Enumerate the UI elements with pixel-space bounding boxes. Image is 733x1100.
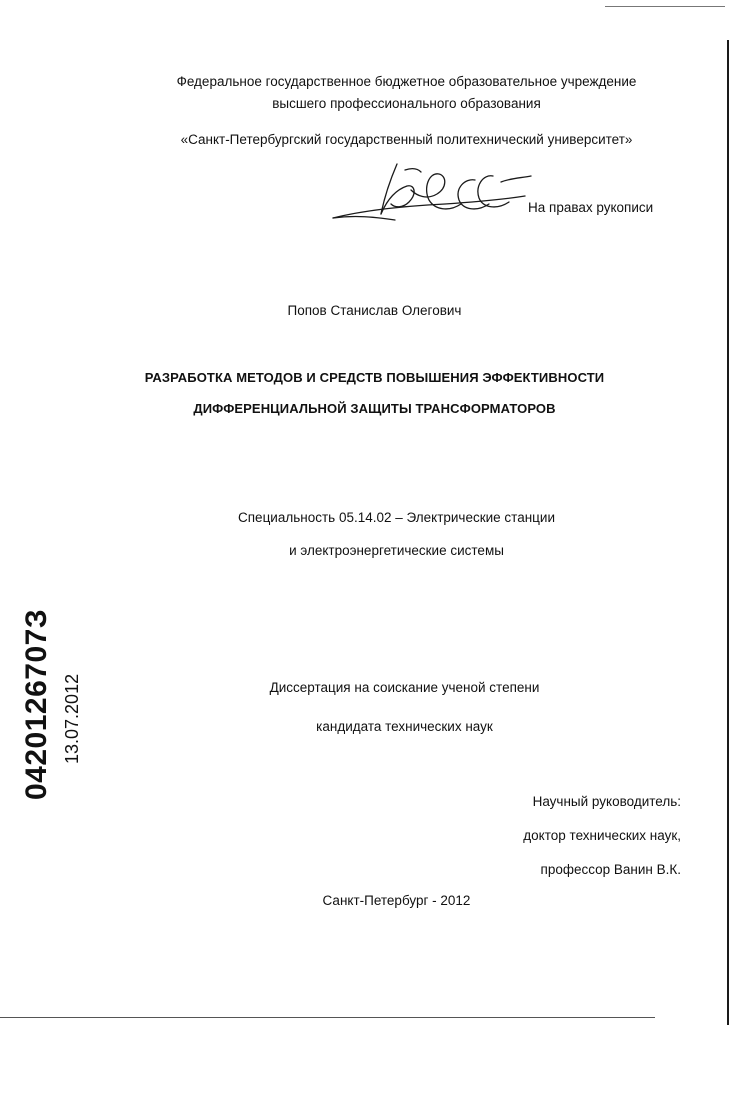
registration-date-stamp: 13.07.2012 [62, 673, 82, 764]
supervisor-degree: доктор технических наук, [523, 828, 681, 843]
manuscript-rights-note: На правах рукописи [528, 200, 654, 215]
author-name: Попов Станислав Олегович [287, 303, 462, 318]
city-year: Санкт-Петербург - 2012 [322, 893, 471, 908]
scan-edge-top [605, 6, 725, 7]
degree-line-1: Диссертация на соискание ученой степени [269, 680, 540, 695]
signature-image [325, 160, 535, 230]
university-name: «Санкт-Петербургский государственный политехнический университет» [180, 132, 633, 147]
specialty-line-1: Специальность 05.14.02 – Электрические станции [238, 510, 555, 525]
scan-edge-right [727, 40, 729, 1025]
degree-line-2: кандидата технических наук [316, 719, 493, 734]
institution-line-1: Федеральное государственное бюджетное образовательное учреждение [176, 74, 637, 89]
specialty-line-2: и электроэнергетические системы [289, 543, 504, 558]
dissertation-title-line-1: РАЗРАБОТКА МЕТОДОВ И СРЕДСТВ ПОВЫШЕНИЯ ЭФФЕКТИВНОСТИ [144, 370, 605, 385]
dissertation-title-line-2: ДИФФЕРЕНЦИАЛЬНОЙ ЗАЩИТЫ ТРАНСФОРМАТОРОВ [193, 401, 556, 416]
scan-edge-bottom [0, 1017, 655, 1018]
supervisor-name: профессор Ванин В.К. [540, 862, 681, 877]
supervisor-label: Научный руководитель: [532, 794, 681, 809]
institution-line-2: высшего профессионального образования [272, 96, 541, 111]
registration-number-stamp: 0420126707З [20, 608, 53, 800]
